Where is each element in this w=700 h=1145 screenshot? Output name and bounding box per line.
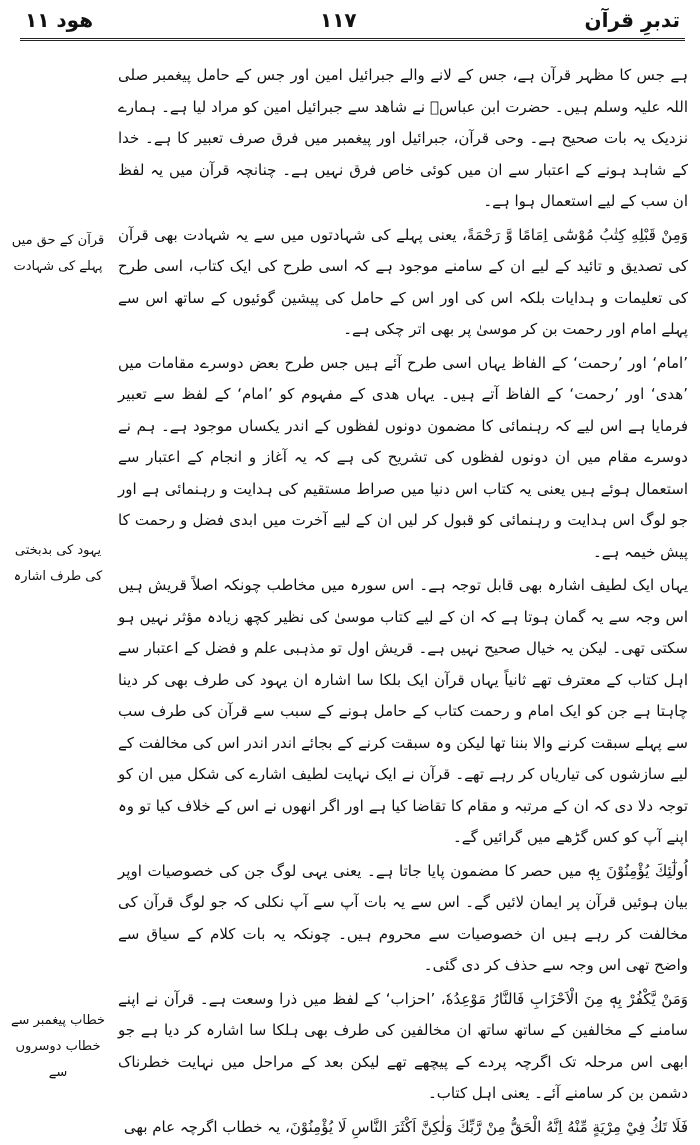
paragraph: وَمَنْ يَّكْفُرْ بِهٖ مِنَ الْاَحْزَابِ فَالنَّارُ مَوْعِدُهٗ، ’احزاب‘ کے لفظ میں ذرا وسعت ہے۔ قرآن نے اپنے سامنے کے مخالفین کے ساتھ ساتھ ان مخالفین کی طرف بھی ہلکا سا اشارہ کر دیا ہے جو ابھی اس مرحلہ تک اگرچہ پردے کے پیچھے تھے لیکن بعد کے مراحل میں نہایت خطرناک دشمن بن کر سامنے آئے۔ یعنی اہل کتاب۔ [118,989,688,1102]
page-header [0,0,700,40]
header-rule [20,38,685,41]
paragraph: وَمِنْ قَبْلِهِ كِتٰبُ مُوْسٰٓى اِمَامًا وَّ رَحْمَةً، یعنی پہلے کی شہادتوں میں سے یہ شہادت بھی قرآن کی تصدیق و تائید کے لیے ان کے سامنے موجود ہے کہ اسی طرح کی ایک کتاب، اسی طرح کی تعلیمات و ہدایات بلکہ اس کی اور اس کے حامل کی پیشین گوئیوں کے ساتھ اس سے پہلے امام اور رحمت بن کر موسیٰ پر بھی اتر چکی ہے۔ [118,225,688,338]
margin-note-address: خطاب پیغمبر سے خطاب دوسروں سے [10,1013,106,1080]
commentary-body [118,60,688,1145]
paragraph: ’امام‘ اور ’رحمت‘ کے الفاظ یہاں اسی طرح آئے ہیں جس طرح بعض دوسرے مقامات میں ’ھدی‘ اور ’رحمت‘ کے الفاظ آتے ہیں۔ یہاں ھدی کے مفہوم کو ’امام‘ کے لفظ سے تعبیر فرمایا ہے اس لیے کہ رہنمائی کا مضمون دونوں لفظوں کے اندر یکساں موجود ہے۔ ہم نے دوسرے مقام میں ان دونوں لفظوں کی تشریح کی ہے کہ یہ آغاز و انجام کے اعتبار سے استعمال ہوئے ہیں یعنی یہ کتاب اس دنیا میں صراط مستقیم کی ہدایت و رہنمائی ہے اور جو لوگ اس ہدایت و رہنمائی کو قبول کر لیں ان کے لیے آخرت میں ابدی فضل و رحمت کا پیش خیمہ ہے۔ [118,353,688,561]
surah-label: ھود ۱۱ [25,8,94,32]
page-number: ۱۱۷ [320,8,357,32]
paragraph: یہاں ایک لطیف اشارہ بھی قابل توجہ ہے۔ اس سورہ میں مخاطب چونکہ اصلاً قریش ہیں اس وجہ سے یہ گمان ہوتا ہے کہ ان کے لیے کتاب موسیٰ کی نظیر کچھ زیادہ مؤثر نہیں ہو سکتی تھی۔ لیکن یہ خیال صحیح نہیں ہے۔ قریش اول تو مذہبی علم و فضل کے اعتبار سے اہل کتاب کے معترف تھے ثانیاً یہاں قرآن ایک بلکا سا اشارہ ان یہود کی طرف بھی کر دینا چاہتا ہے جن کو ایک امام و رحمت کتاب کے حامل ہونے کے سبب سے قرآن کی طرف سب سے پہلے سبقت کرنے والا بننا تھا لیکن وہ سبقت کرنے کے بجائے اندر اندر اس کی مخالفت کے لیے سازشوں کی تیاریاں کر رہے تھے۔ قرآن نے ایک نہایت لطیف اشارے کی شکل میں ان کو توجہ دلا دی کہ ان کے مرتبہ و مقام کا تقاضا کیا ہے اور اگر انھوں نے اس کے خلاف کیا تو وہ اپنے آپ کو کس گڑھے میں گرائیں گے۔ [118,576,688,846]
paragraph: ہے جس کا مظہر قرآن ہے، جس کے لانے والے جبرائیل امین اور جس کے حامل پیغمبر صلی اللہ علیہ وسلم ہیں۔ حضرت ابن عباسؓ نے شاھد سے جبرائیل امین کو مراد لیا ہے۔ ہمارے نزدیک یہ بات صحیح ہے۔ وحی قرآن، جبرائیل اور پیغمبر میں فرق صرف تعبیر کا ہے۔ خدا کے شاہد ہونے کے اعتبار سے ان میں کوئی خاص فرق نہیں ہے۔ چنانچہ قرآن میں یہ لفظ ان سب کے لیے استعمال ہوا ہے۔ [118,66,688,210]
paragraph: فَلَا تَكُ فِيْ مِرْيَةٍ مِّنْهُ اِنَّهُ الْحَقُّ مِنْ رَّبِّكَ وَلٰكِنَّ اَكْثَرَ النَّاسِ لَا يُؤْمِنُوْنَ، یہ خطاب اگرچہ عام بھی [123,1117,688,1136]
margin-note-jews: یہود کی بدبختی کی طرف اشارہ [13,543,103,584]
paragraph: اُولٰٓئِكَ يُؤْمِنُوْنَ بِهٖ میں حصر کا مضمون پایا جاتا ہے۔ یعنی یہی لوگ جن کی خصوصیات اوپر بیان ہوئیں قرآن پر ایمان لائیں گے۔ اس سے یہ بات آپ سے آپ نکلی کہ جو لوگ قرآن کی مخالفت کر رہے ہیں ان خصوصیات سے محروم ہیں۔ چونکہ یہ بات کلام کے سیاق سے واضح تھی اس وجہ سے حذف کر دی گئی۔ [118,861,688,974]
book-title: تدبرِ قرآن [584,8,680,32]
margin-note-prior-testimony: قرآن کے حق میں پہلے کی شہادت [11,233,105,274]
